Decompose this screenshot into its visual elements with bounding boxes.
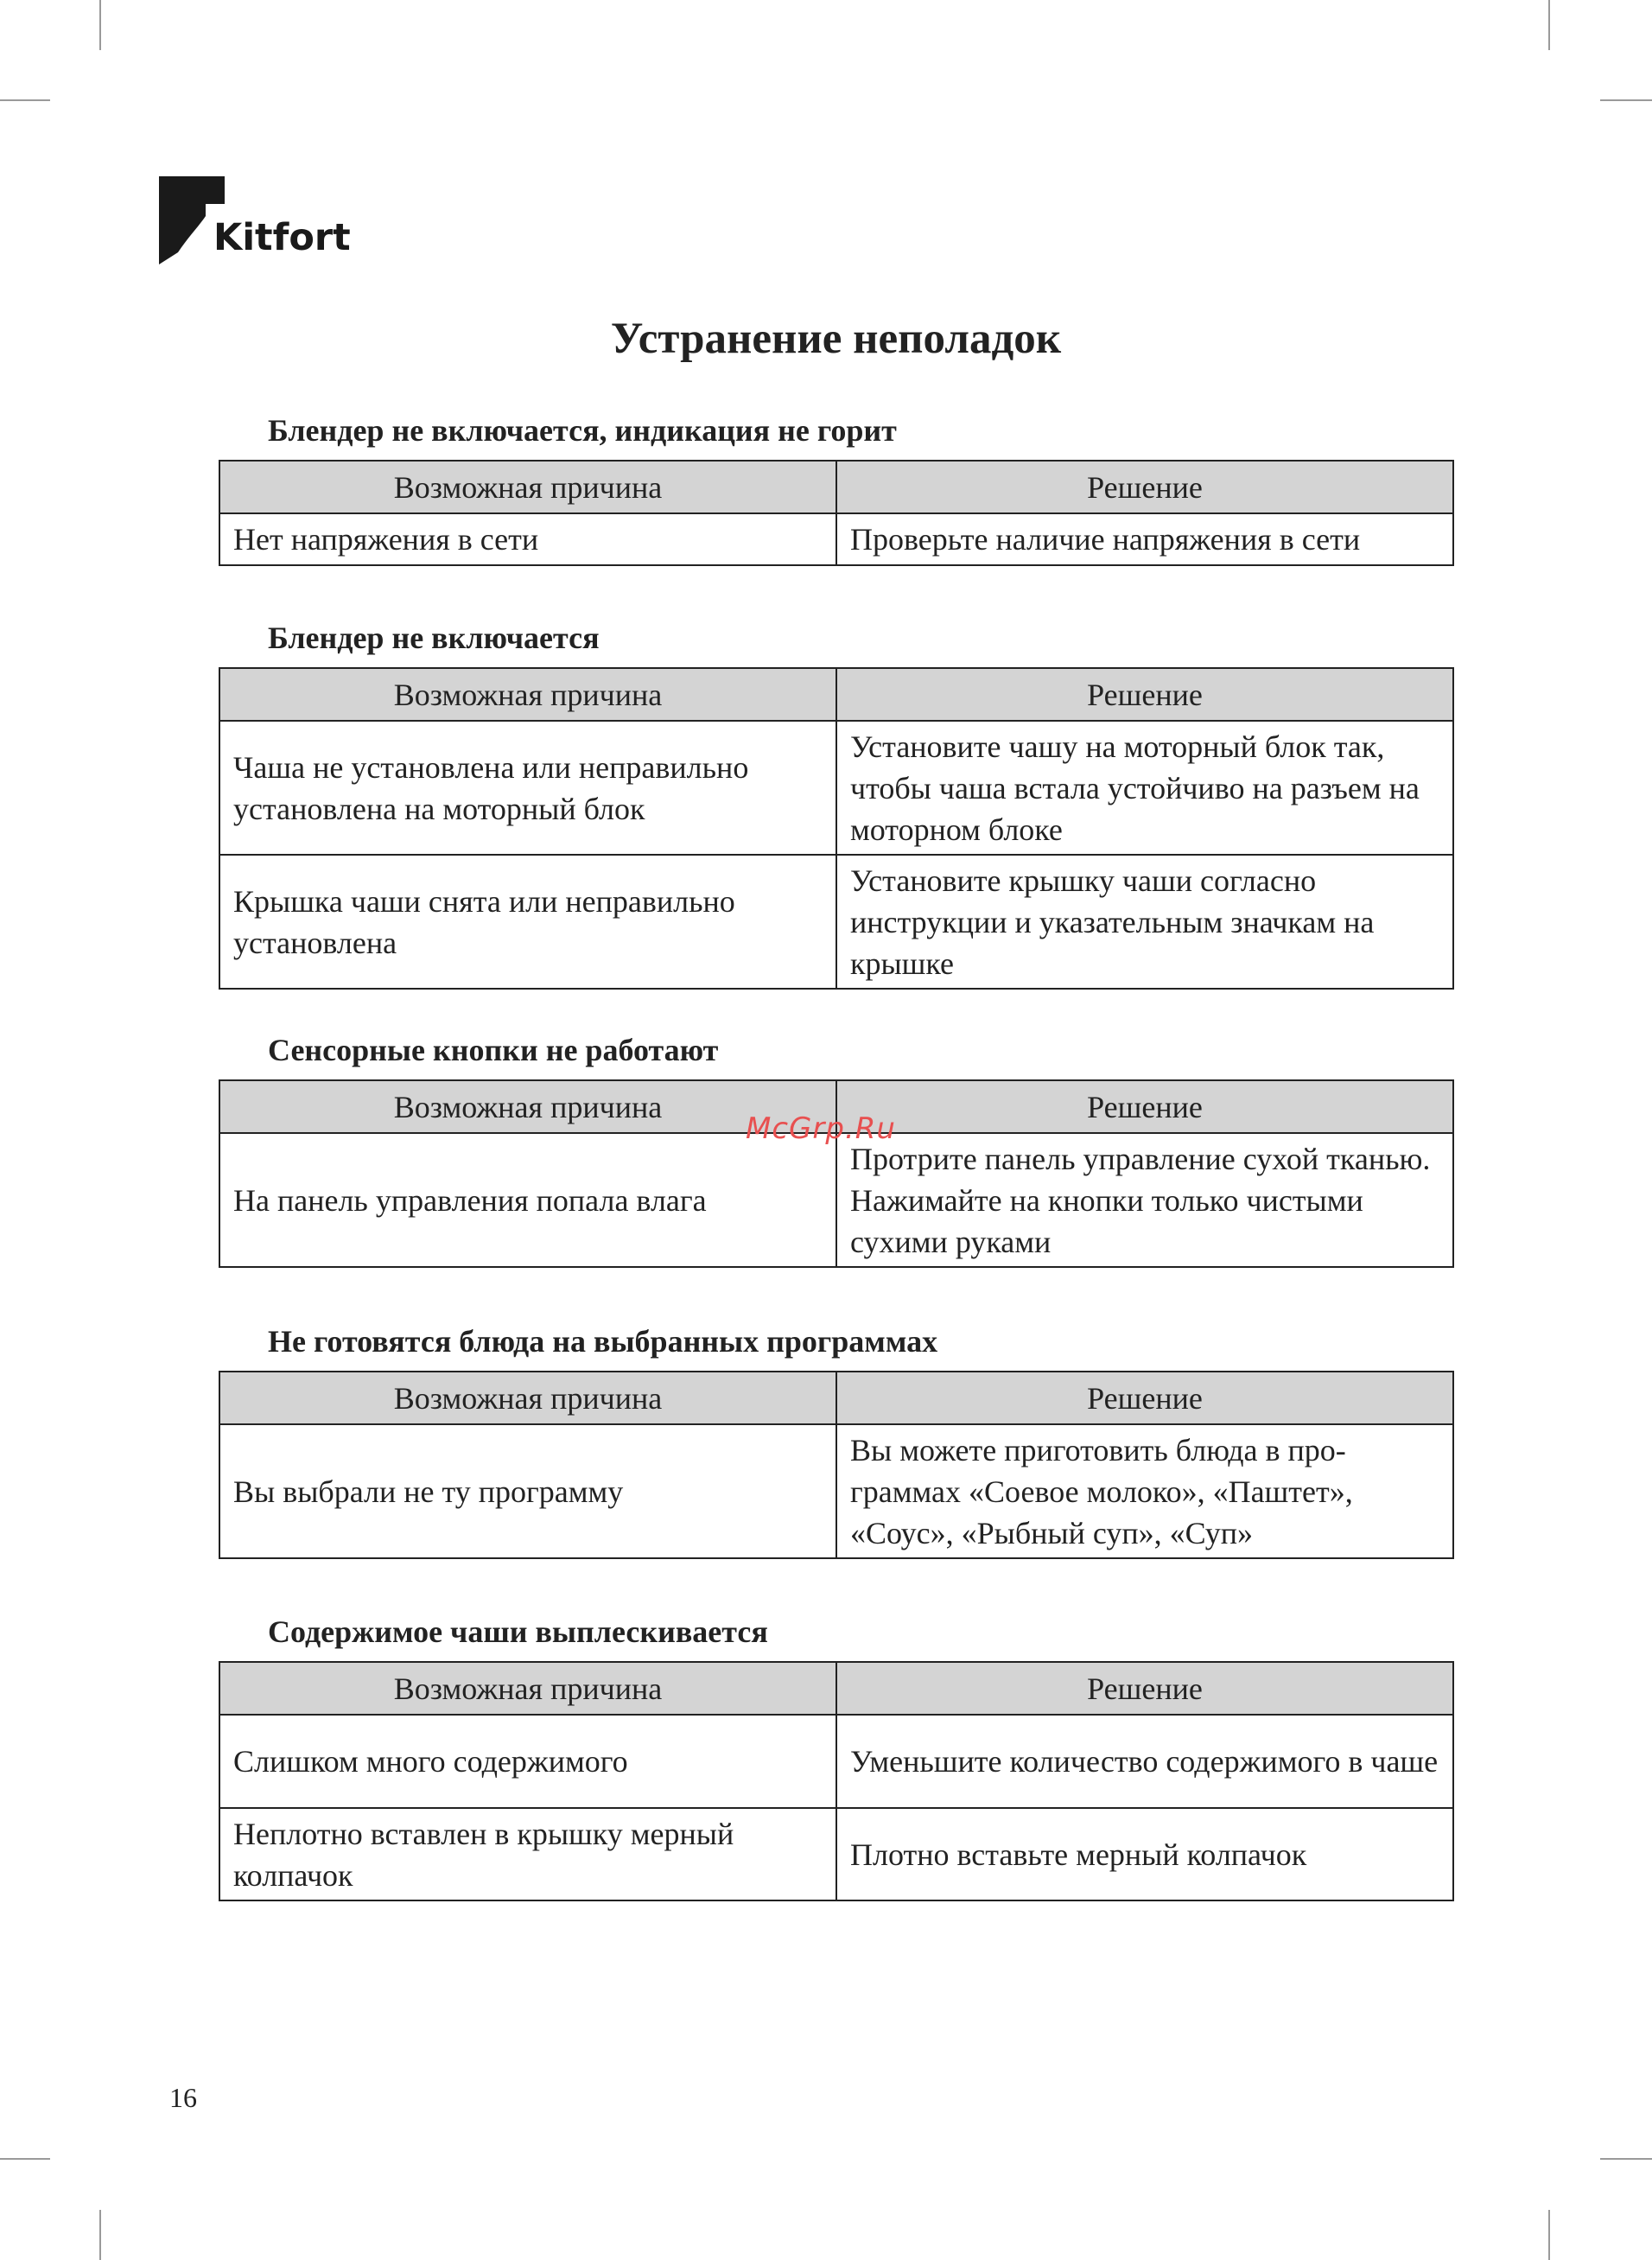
cause-cell: Неплотно вставлен в крышку мерный колпачок: [219, 1808, 836, 1900]
troubleshooting-section: [219, 622, 1452, 990]
header-cause: Возможная причина: [219, 1080, 836, 1133]
header-solution: Решение: [836, 668, 1453, 721]
solution-cell: Проверьте наличие напряжения в сети: [836, 513, 1453, 565]
table-row: [219, 1424, 1453, 1558]
solution-cell: Протрите панель управление сухой тканью. Нажимайте на кнопки только чистыми сухими руками: [836, 1133, 1453, 1267]
page-number: 16: [169, 2082, 197, 2113]
troubleshooting-section: [219, 415, 1452, 566]
solution-cell: Вы можете приготовить блюда в про-граммах «Соевое молоко», «Паштет», «Соус», «Рыбный суп», «Суп»: [836, 1424, 1453, 1558]
table-header-row: [219, 1662, 1453, 1715]
table-row: [219, 1133, 1453, 1267]
header-solution: Решение: [836, 1372, 1453, 1424]
table-row: [219, 513, 1453, 565]
troubleshooting-table: [219, 1661, 1454, 1901]
troubleshooting-table: [219, 667, 1454, 990]
table-header-row: [219, 1372, 1453, 1424]
cause-cell: Вы выбрали не ту программу: [219, 1424, 836, 1558]
section-title: Не готовятся блюда на выбранных программах: [268, 1324, 938, 1359]
header-solution: Решение: [836, 461, 1453, 513]
crop-mark: [99, 0, 101, 50]
watermark-text: McGrp.Ru: [746, 1111, 896, 1146]
section-title: Сенсорные кнопки не работают: [268, 1033, 719, 1067]
crop-mark: [1600, 99, 1652, 101]
crop-mark: [0, 99, 50, 101]
troubleshooting-table: [219, 1079, 1454, 1268]
section-title: Блендер не включается: [268, 621, 600, 655]
table-row: [219, 1808, 1453, 1900]
troubleshooting-section: [219, 1035, 1452, 1268]
header-cause: Возможная причина: [219, 1662, 836, 1715]
cause-cell: Слишком много содержимого: [219, 1715, 836, 1808]
troubleshooting-section: [219, 1326, 1452, 1559]
solution-cell: Плотно вставьте мерный колпачок: [836, 1808, 1453, 1900]
troubleshooting-table: [219, 460, 1454, 566]
table-row: [219, 855, 1453, 989]
header-cause: Возможная причина: [219, 1372, 836, 1424]
section-title: Блендер не включается, индикация не горит: [268, 413, 897, 448]
header-cause: Возможная причина: [219, 461, 836, 513]
header-solution: Решение: [836, 1662, 1453, 1715]
table-header-row: [219, 461, 1453, 513]
table-row: [219, 721, 1453, 855]
page-title: Устранение неполадок: [610, 315, 1062, 363]
cause-cell: Крышка чаши снята или неправильно установлена: [219, 855, 836, 989]
solution-cell: Установите чашу на моторный блок так, чтобы чаша встала устойчиво на разъем на моторном блоке: [836, 721, 1453, 855]
section-title: Содержимое чаши выплескивается: [268, 1614, 768, 1649]
header-solution: Решение: [836, 1080, 1453, 1133]
crop-mark: [1548, 2210, 1550, 2260]
troubleshooting-section: [219, 1616, 1452, 1901]
cause-cell: Нет напряжения в сети: [219, 513, 836, 565]
cause-cell: Чаша не установлена или неправильно установлена на моторный блок: [219, 721, 836, 855]
solution-cell: Установите крышку чаши согласно инструкции и указательным значкам на крышке: [836, 855, 1453, 989]
crop-mark: [0, 2158, 50, 2160]
solution-cell: Уменьшите количество содержимого в чаше: [836, 1715, 1453, 1808]
troubleshooting-table: [219, 1371, 1454, 1559]
crop-mark: [1548, 0, 1550, 50]
cause-cell: На панель управления попала влага: [219, 1133, 836, 1267]
header-cause: Возможная причина: [219, 668, 836, 721]
logo-text: Kitfort: [213, 216, 351, 259]
crop-mark: [99, 2210, 101, 2260]
table-row: [219, 1715, 1453, 1808]
crop-mark: [1600, 2158, 1652, 2160]
table-header-row: [219, 668, 1453, 721]
brand-logo: [157, 175, 351, 270]
